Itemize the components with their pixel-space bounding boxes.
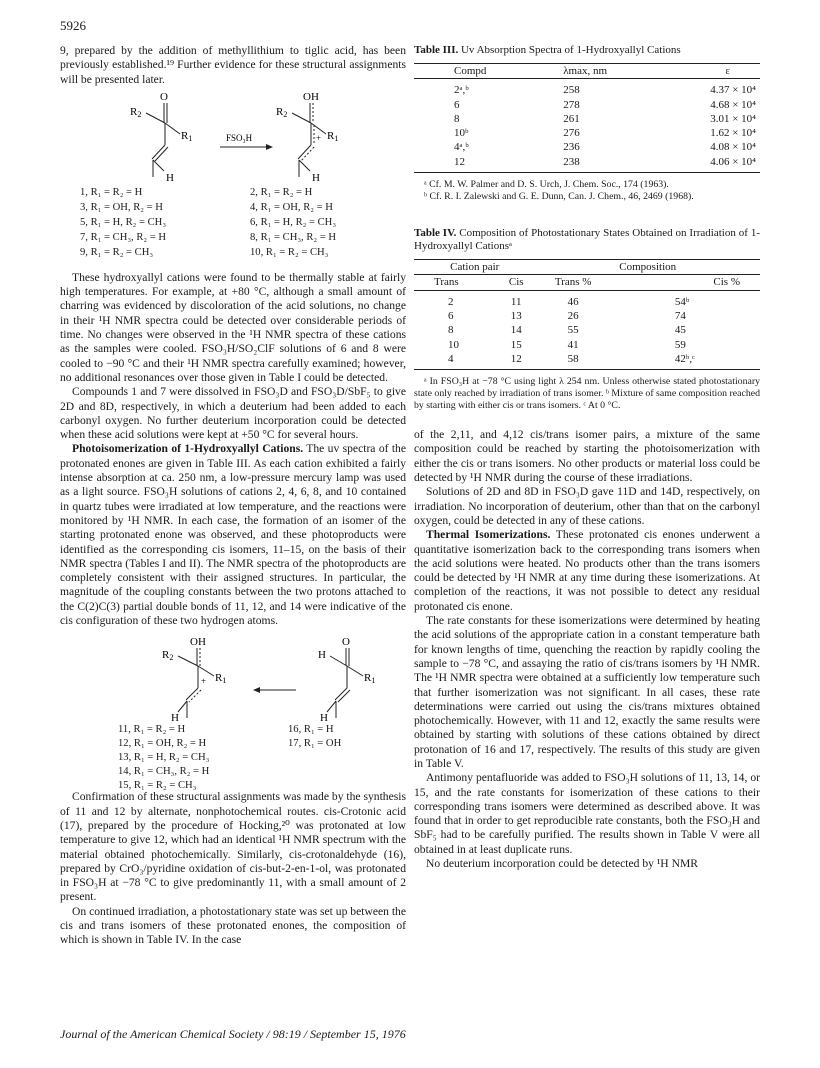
compound-label: 14, R₁ = CH₃, R₂ = H <box>118 766 210 778</box>
table-row: 6 278 4.68 × 10⁴ <box>454 98 756 111</box>
paragraph: of the 2,11, and 4,12 cis/trans isomer pairs, a mixture of the same composition could be reached by starting the photoisomerization with either the cis or trans isomers. No other products or material loss could be detected by ¹H NMR during the course of these irradiations. <box>414 428 760 485</box>
table-row: 4 12 58 42ᵇ,ᶜ <box>448 352 695 365</box>
column-header: Compd <box>454 65 487 77</box>
section-heading: Photoisomerization of 1-Hydroxyallyl Cations. <box>72 442 304 456</box>
paragraph-text: The uv spectra of the protonated enones are given in Table III. As each cation exhibited a fairly intense absorption at ca. 250 nm, a low-pressure mercury lamp was used as a light source. FSO₃H solutions of cations 2, 4, 6, 8, and 10 contained in quartz tubes were irradiated at low temperature, and the reactions were monitored by ¹H NMR. In each case, the formation of an isomer of the starting protonated enone was observed, and these photoproducts were identified as the corresponding cis isomers, 11–15, on the basis of their NMR spectra (Tables I and II). The NMR spectra of the photoproducts are completely consistent with their assigned structures. In particular, the magnitude of the coupling constants between the two protons attached to the C(2)C(3) partial double bonds of 11, 12, and 14 were indicative of the cis configuration of these two hydrogen atoms. <box>60 442 406 628</box>
paragraph: On continued irradiation, a photostationary state was set up between the cis and trans isomers of these protonated enones, the composition of which is shown in Table IV. In the case <box>60 904 406 947</box>
table-label: Table IV. <box>414 227 457 240</box>
paragraph: The rate constants for these isomerizations were determined by heating the acid solutions of the appropriate cation in a constant temperature bath for known lengths of time, quenching the reaction by rapidly cooling the sample to −78 °C, and assaying the ratio of cis/trans isomers by ¹H NMR. The ¹H NMR spectra were obtained at a sufficiently low temperature such that further isomerization was not significant. In all cases, these rate determinations were carried out using the cis/trans mixtures obtained photochemically. However, with 11 and 12, exactly the same results were obtained by starting with solutions of these cations obtained by direct protonation of 16 and 17, respectively. The results of this study are given in Table V. <box>414 614 760 770</box>
table-header-row <box>414 275 760 290</box>
compound-label: 9, R₁ = R₂ = CH₃ <box>80 246 154 258</box>
page-number: 5926 <box>60 18 86 33</box>
table4-caption <box>414 227 760 253</box>
atom-label: H <box>320 712 328 725</box>
scheme-cis-isomers <box>60 634 406 792</box>
compound-label: 10, R₁ = R₂ = CH₃ <box>250 246 329 258</box>
column-header: λmax, nm <box>563 65 608 77</box>
table-row: 8 14 55 45 <box>448 324 686 337</box>
compound-label: 1, R₁ = R₂ = H <box>80 186 143 198</box>
paragraph-text: These protonated cis enones underwent a quantitative isomerization back to the corresponding trans isomers when the acid solutions were heated. No products other than the trans isomers could be detected by ¹H NMR at any time during these isomerizations. At completion of the reactions, it was not possible to detect any residual protonated cis enone. <box>414 528 760 613</box>
structure-diagram <box>60 89 406 189</box>
table-row: 6 13 26 74 <box>448 309 686 322</box>
table-row: 4ᵃ,ᵇ 236 4.08 × 10⁴ <box>454 141 756 154</box>
paragraph: Confirmation of these structural assignments was made by the synthesis of 11 and 12 by alternate, nonphotochemical routes. cis-Crotonic acid (17), prepared by the procedure of Hocking,²⁰ was protonated at low temperature to give 12, which had an identical ¹H NMR spectrum with the material obtained photochemically. Similarly, cis-crotonaldehyde (16), prepared by CrO₃/pyridine oxidation of cis-but-2-en-1-ol, was protonated in FSO₃H at −78 °C to give predominantly 11, with a small amount of 2 present. <box>60 790 406 904</box>
paragraph: No deuterium incorporation could be detected by ¹H NMR <box>426 857 698 871</box>
compound-label: 11, R₁ = R₂ = H <box>118 724 186 736</box>
left-column <box>60 44 406 948</box>
paragraph: 9, prepared by the addition of methyllithium to tiglic acid, has been previously established.¹⁹ Further evidence for these structural assignments will be presented later. <box>60 44 406 86</box>
table-row: 8 261 3.01 × 10⁴ <box>454 112 756 125</box>
atom-label: R1 <box>181 129 193 143</box>
column-group-header: Composition <box>535 260 760 275</box>
table-3 <box>414 63 760 173</box>
right-column <box>414 44 760 871</box>
charge-label: + <box>316 132 322 143</box>
charge-label: + <box>201 676 207 687</box>
reagent-label: FSO₃H <box>226 132 253 143</box>
atom-label: R2 <box>162 649 174 663</box>
compound-label: 2, R₁ = R₂ = H <box>250 186 313 198</box>
table-row: 12 238 4.06 × 10⁴ <box>454 155 756 168</box>
atom-label: H <box>318 649 326 662</box>
column-group-header: Cation pair <box>414 260 535 275</box>
compound-label: 15, R₁ = R₂ = CH₃ <box>118 780 197 792</box>
compound-label: 5, R₁ = H, R₂ = CH₃ <box>80 216 167 228</box>
journal-footer: Journal of the American Chemical Society / 98:19 / September 15, 1976 <box>60 1027 406 1041</box>
compound-label: 7, R₁ = CH₃, R₂ = H <box>80 231 167 243</box>
table-title: Uv Absorption Spectra of 1-Hydroxyallyl Cations <box>458 44 681 56</box>
compound-label: 17, R₁ = OH <box>288 738 342 750</box>
table-row: 2ᵃ,ᵇ 258 4.37 × 10⁴ <box>414 79 760 98</box>
table-title: Composition of Photostationary States Obtained on Irradiation of 1-Hydroxyallyl Cationsᵃ <box>414 227 760 253</box>
compound-label: 3, R₁ = OH, R₂ = H <box>80 201 163 213</box>
compound-label: 4, R₁ = OH, R₂ = H <box>250 201 333 213</box>
compound-label: 8, R₁ = CH₃, R₂ = H <box>250 231 337 243</box>
table-4 <box>414 259 760 370</box>
table3-footnotes <box>414 179 760 203</box>
atom-label: R1 <box>327 129 339 143</box>
compound-label: 6, R₁ = H, R₂ = CH₃ <box>250 216 337 228</box>
atom-label: H <box>171 712 179 725</box>
column-header: Trans % <box>554 276 592 289</box>
atom-label: R2 <box>130 105 142 119</box>
atom-label: R2 <box>276 105 288 119</box>
atom-label: OH <box>190 636 206 649</box>
paragraph: Antimony pentafluoride was added to FSO₃H solutions of 11, 13, 14, or 15, and the rate constants for isomerization of these cations to their corresponding trans isomers were determined as described above. It was found that in order to get reproducible rate constants, both the FSO₃H and SbF₅ had to be carefully purified. The results shown in Table V were all obtained in at least duplicate runs. <box>414 771 760 856</box>
footnote: ᵃ In FSO₃H at −78 °C using light λ 254 nm. Unless otherwise stated photostationary state only reached by irradiation of trans isomer. ᵇ Mixture of same composition reached by starting with either cis or trans isomers. ᶜ At 0 °C. <box>414 376 760 412</box>
compound-label: 16, R₁ = H <box>288 724 334 736</box>
table-row: 10ᵇ 276 1.62 × 10⁴ <box>454 127 756 140</box>
footnote: ᵃ Cf. M. W. Palmer and D. S. Urch, J. Chem. Soc., 174 (1963). <box>424 179 669 191</box>
paragraph: Compounds 1 and 7 were dissolved in FSO₃D and FSO₃D/SbF₅ to give 2D and 8D, respectively, in which a deuterium had been added to each carbonyl oxygen. No further deuterium incorporation could be detected when these acid solutions were kept at +50 °C for several hours. <box>60 385 406 442</box>
paragraph <box>60 442 406 628</box>
table4-footnotes <box>414 376 760 412</box>
table-row: 10 15 41 59 <box>448 338 686 351</box>
atom-label: H <box>312 171 320 184</box>
table-row: 2 11 46 54ᵇ <box>414 290 760 309</box>
compound-label: 12, R₁ = OH, R₂ = H <box>118 738 207 750</box>
atom-label: O <box>160 90 168 103</box>
table-label: Table III. <box>414 44 459 56</box>
paragraph <box>414 528 760 614</box>
atom-label: OH <box>303 90 319 103</box>
paragraph: These hydroxyallyl cations were found to be thermally stable at fairly high temperatures. For example, at +80 °C, although a small amount of charring was evidenced by discoloration of the acid solutions, no change in their ¹H NMR spectra could be detected over considerable periods of time. No changes were observed in the ¹H NMR spectra of these cations as the samples were cooled. FSO₃H/SO₂ClF solutions of 6 and 8 were cooled to −90 °C and their ¹H NMR spectra carefully examined; however, no additional resonances over those given in Table I could be detected. <box>60 270 406 384</box>
table3-caption <box>414 44 760 57</box>
section-heading: Thermal Isomerizations. <box>426 528 551 542</box>
paragraph: Solutions of 2D and 8D in FSO₃D gave 11D and 14D, respectively, on irradiation. No incorporation of deuterium, other than that on the carbonyl oxygen, could be detected in any of these cations. <box>414 485 760 527</box>
atom-label: O <box>342 636 350 649</box>
table-header-row <box>414 64 760 79</box>
table-group-header-row <box>414 260 760 275</box>
atom-label: R1 <box>364 672 376 686</box>
scheme-protonation <box>60 89 406 265</box>
column-header: Cis % <box>713 276 740 289</box>
column-header: Trans <box>434 276 459 289</box>
footnote: ᵇ Cf. R. I. Zalewski and G. E. Dunn, Can. J. Chem., 46, 2469 (1968). <box>424 191 694 203</box>
column-header: ε <box>725 65 730 77</box>
column-header: Cis <box>508 276 524 289</box>
atom-label: R1 <box>215 672 227 686</box>
compound-label: 13, R₁ = H, R₂ = CH₃ <box>118 752 210 764</box>
structure-diagram <box>60 634 406 724</box>
atom-label: H <box>166 171 174 184</box>
